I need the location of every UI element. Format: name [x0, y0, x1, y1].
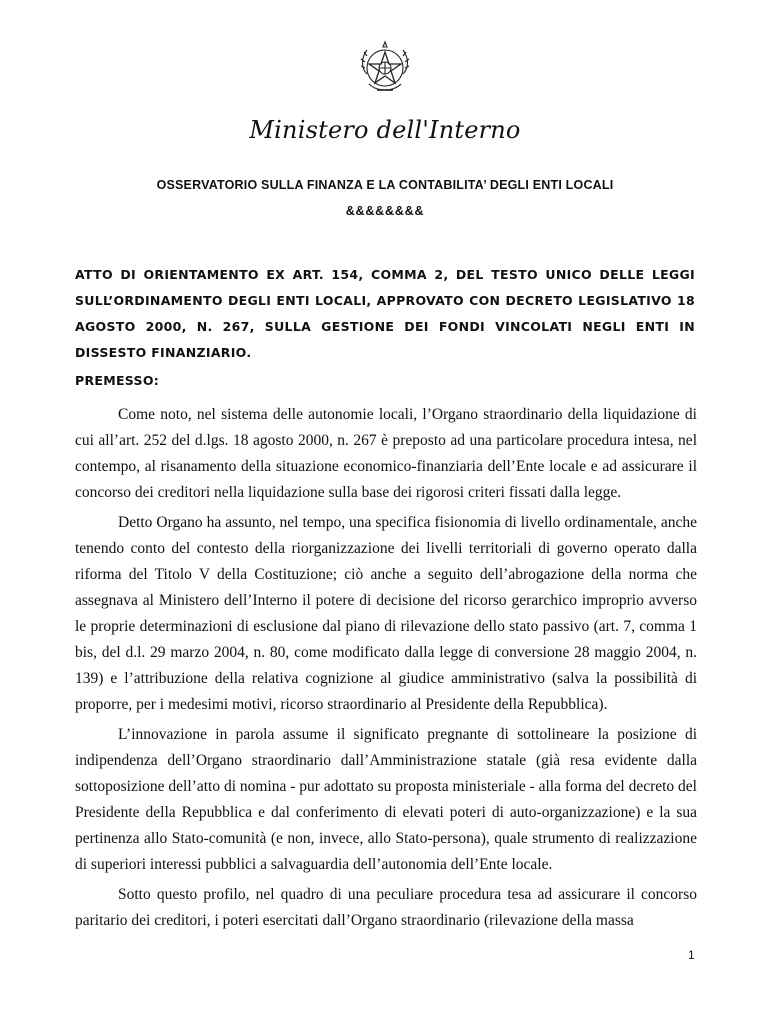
page-number: 1	[688, 948, 695, 962]
paragraph: Detto Organo ha assunto, nel tempo, una specifica fisionomia di livello ordinamentale, anche tenendo conto del contesto della riorganizzazione dei livelli territoriali di governo operato dalla riforma del Titolo V della Costituzione; ciò anche a seguito dell’abrogazione della norma che assegnava al Ministero dell’Interno il potere di decisione del ricorso gerarchico improprio avverso le proprie determinazioni di esclusione dal piano di rilevazione dello stato passivo (art. 7, comma 1 bis, del d.l. 29 marzo 2004, n. 80, come modificato dalla legge di conversione 28 maggio 2004, n. 139) e l’attribuzione della relativa cognizione al giudice amministrativo (salva la possibilità di proporre, per i medesimi motivi, ricorso straordinario al Presidente della Repubblica).	[75, 514, 697, 713]
document-title: ATTO DI ORIENTAMENTO EX ART. 154, COMMA 2, DEL TESTO UNICO DELLE LEGGI SULL’ORDINAMENTO DEGLI ENTI LOCALI, APPROVATO CON DECRETO LEGISLATIVO 18 AGOSTO 2000, N. 267, SULLA GESTIONE DEI FONDI VINCOLATI NEGLI ENTI IN DISSESTO FINANZIARIO.	[75, 267, 695, 360]
italian-republic-emblem-icon	[355, 38, 415, 100]
section-heading: PREMESSO:	[75, 373, 160, 388]
paragraph: L’innovazione in parola assume il significato pregnante di sottolineare la posizione di indipendenza dell’Organo straordinario dall’Amministrazione statale (già resa evidente dalla sottoposizione dell’atto di nomina - pur adottato su proposta ministeriale - alla forma del decreto del Presidente della Repubblica e dal conferimento di elevati poteri di auto-organizzazione) e la sua pertinenza allo Stato-comunità (e non, invece, allo Stato-persona), quale strumento di realizzazione di superiori interessi pubblici a salvaguardia dell’autonomia dell’Ente locale.	[75, 726, 697, 873]
paragraph: Sotto questo profilo, nel quadro di una peculiare procedura tesa ad assicurare il concorso paritario dei creditori, i poteri esercitati dall’Organo straordinario (rilevazione della massa	[75, 886, 697, 929]
ministry-name: Ministero dell'Interno	[249, 116, 521, 144]
paragraph: Come noto, nel sistema delle autonomie locali, l’Organo straordinario della liquidazione di cui all’art. 252 del d.lgs. 18 agosto 2000, n. 267 è preposto ad una particolare procedura intesa, nel contempo, al risanamento della situazione economico-finanziaria dell’Ente locale e ad assicurare il concorso dei creditori nella liquidazione sulla base dei rigorosi criteri fissati dalla legge.	[75, 406, 697, 501]
observatory-heading: OSSERVATORIO SULLA FINANZA E LA CONTABILITA’ DEGLI ENTI LOCALI	[156, 178, 614, 192]
body-text	[75, 402, 697, 938]
separator-line: &&&&&&&&	[345, 204, 425, 218]
